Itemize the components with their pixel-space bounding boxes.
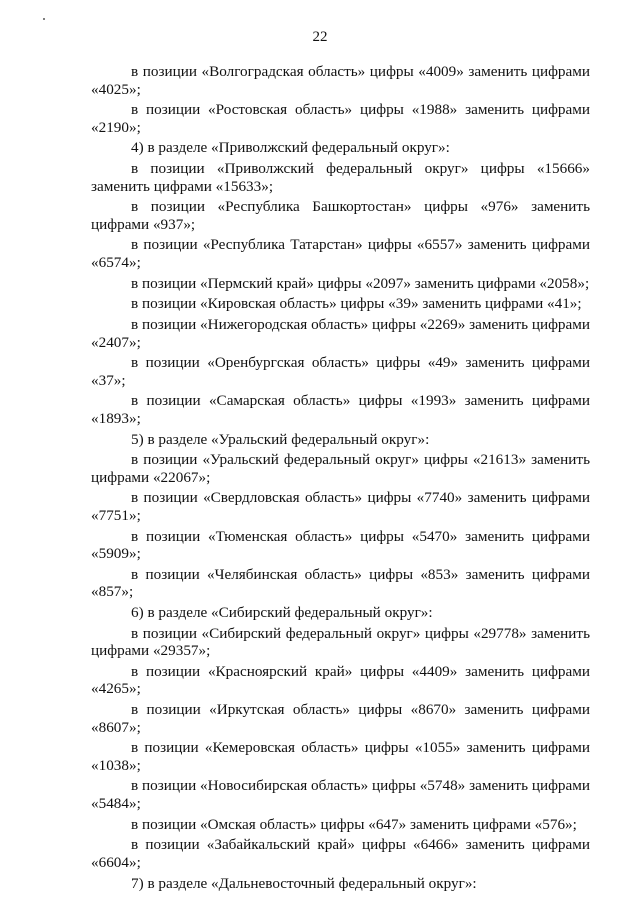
paragraph: в позиции «Волгоградская область» цифры «4009» заменить цифрами «4025»; — [91, 63, 590, 98]
paragraph: в позиции «Челябинская область» цифры «853» заменить цифрами «857»; — [91, 565, 590, 601]
paragraph: в позиции «Свердловская область» цифры «7740» заменить цифрами «7751»; — [91, 489, 590, 524]
paragraph: в позиции «Нижегородская область» цифры «2269» заменить цифрами «2407»; — [91, 316, 590, 351]
paragraph: в позиции «Самарская область» цифры «1993» заменить цифрами «1893»; — [91, 392, 590, 427]
paragraph: в позиции «Красноярский край» цифры «4409» заменить цифрами «4265»; — [91, 662, 590, 698]
paragraph: в позиции «Ростовская область» цифры «1988» заменить цифрами «2190»; — [91, 101, 590, 136]
paragraph: в позиции «Уральский федеральный округ» цифры «21613» заменить цифрами «22067»; — [91, 451, 590, 486]
paragraph: в позиции «Сибирский федеральный округ» цифры «29778» заменить цифрами «29357»; — [91, 624, 590, 660]
paragraph: в позиции «Кемеровская область» цифры «1055» заменить цифрами «1038»; — [91, 739, 590, 774]
paragraph: в позиции «Забайкальский край» цифры «6466» заменить цифрами «6604»; — [91, 836, 590, 871]
paragraph: в позиции «Тюменская область» цифры «5470» заменить цифрами «5909»; — [91, 527, 590, 563]
page-number: 22 — [312, 29, 328, 45]
paragraph: в позиции «Оренбургская область» цифры «49» заменить цифрами «37»; — [91, 354, 590, 389]
scan-speck — [43, 18, 45, 20]
section-heading: 7) в разделе «Дальневосточный федеральный округ»: — [131, 874, 477, 892]
paragraph: в позиции «Республика Татарстан» цифры «6557» заменить цифрами «6574»; — [91, 236, 590, 271]
document-body — [91, 63, 590, 895]
section-heading: 6) в разделе «Сибирский федеральный округ»: — [131, 604, 433, 621]
section-heading: 4) в разделе «Приволжский федеральный округ»: — [131, 139, 450, 157]
paragraph: в позиции «Приволжский федеральный округ» цифры «15666» заменить цифрами «15633»; — [91, 160, 590, 195]
paragraph: в позиции «Пермский край» цифры «2097» заменить цифрами «2058»; — [131, 274, 590, 292]
paragraph: в позиции «Новосибирская область» цифры «5748» заменить цифрами «5484»; — [91, 777, 590, 812]
section-heading: 5) в разделе «Уральский федеральный округ»: — [131, 430, 430, 448]
paragraph: в позиции «Иркутская область» цифры «8670» заменить цифрами «8607»; — [91, 701, 590, 736]
paragraph: в позиции «Омская область» цифры «647» заменить цифрами «576»; — [131, 815, 577, 833]
paragraph: в позиции «Кировская область» цифры «39» заменить цифрами «41»; — [131, 295, 582, 313]
paragraph: в позиции «Республика Башкортостан» цифры «976» заменить цифрами «937»; — [91, 198, 590, 233]
